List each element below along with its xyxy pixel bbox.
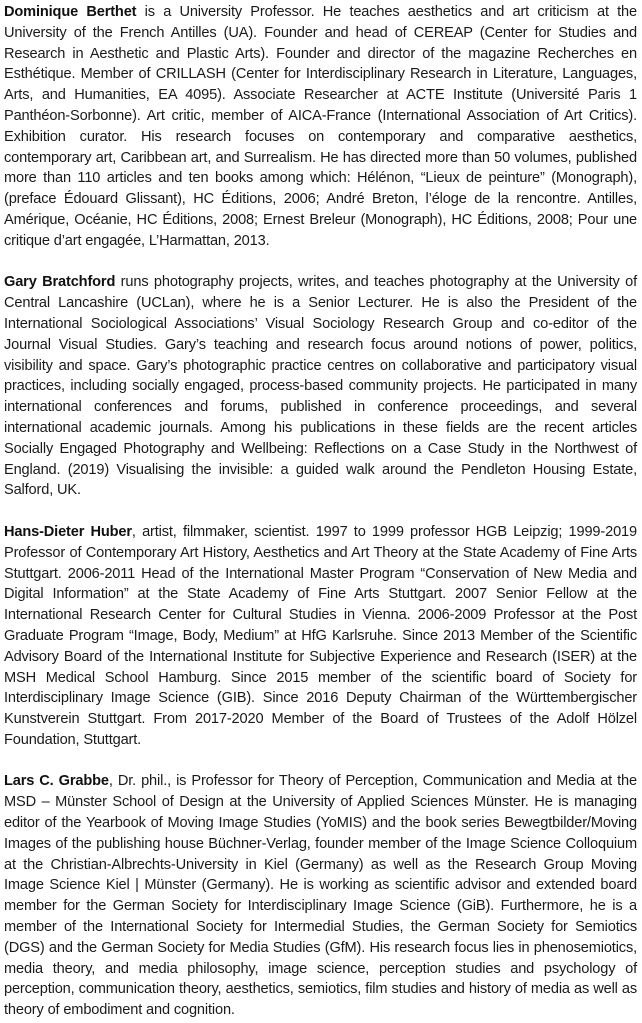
bio-name: Gary Bratchford <box>4 274 116 291</box>
bio-text: runs photography projects, writes, and teaches photography at the University of Central Lancashire (UCLan), where he is a Senior Lecturer. He is also the President of the International Sociological Associations’ Visual Sociology Research Group and co-editor of the Journal Visual Studies. Gary’s teaching and research focus around notions of power, politics, visibility and space. Gary’s photographic practice centres on collaborative and participatory visual practices, including socially engaged, process-based community projects. He participated in many international conferences and forums, published in conference proceedings, and several international academic journals. Among his publications in these fields are the recent articles Socially Engaged Photography and Wellbeing: Reflections on a Case Study in the Northwest of England. (2019) Visualising the invisible: a guided walk around the Pendleton Housing Estate, Salford, UK. <box>4 274 637 499</box>
bio-lars-c-grabbe <box>4 771 637 1021</box>
bio-gary-bratchford <box>4 272 637 501</box>
bio-name: Lars C. Grabbe <box>4 773 109 790</box>
bio-text: is a University Professor. He teaches aesthetics and art criticism at the University of the French Antilles (UA). Founder and head of CEREAP (Center for Studies and Research in Aesthetic and Plastic Arts). Founder and director of the magazine Recherches en Esthétique. Member of CRILLASH (Center for Interdisciplinary Research in Literature, Languages, Arts, and Humanities, EA 4095). Associate Researcher at ACTE Institute (Université Paris 1 Panthéon-Sorbonne). Art critic, member of AICA-France (International Association of Art Critics). Exhibition curator. His research focuses on contemporary and comparative aesthetics, contemporary art, Caribbean art, and Surrealism. He has directed more than 50 volumes, published more than 110 articles and ten books among which: Hélénon, “Lieux de peinture” (Monograph), (preface Édouard Glissant), HC Éditions, 2006; André Breton, l’éloge de la rencontre. Antilles, Amérique, Océanie, HC Éditions, 2008; Ernest Breleur (Monograph), HC Éditions, 2008; Pour une critique d’art engagée, L’Harmattan, 2013. <box>4 4 637 249</box>
bio-name: Hans-Dieter Huber <box>4 523 132 540</box>
bio-text: , Dr. phil., is Professor for Theory of Perception, Communication and Media at the MSD – Münster School of Design at the University of Applied Sciences Münster. He is managing editor of the Yearbook of Moving Image Studies (YoMIS) and the book series Bewegtbilder/Moving Images of the publishing house Büchner-Verlag, founder member of the Image Science Colloquium at the Christian-Albrechts-University in Kiel (Germany) as well as the Research Group Moving Image Science Kiel | Münster (Germany). He is working as scientific advisor and extended board member for the German Society for Interdisciplinary Image Science (GiB). Furthermore, he is a member of the International Society for Intermedial Studies, the German Society for Semiotics (DGS) and the German Society for Media Studies (GfM). His research focus lies in phenosemiotics, media theory, and media philosophy, image science, perception studies and psychology of perception, communication theory, aesthetics, semiotics, film studies and history of media as well as theory of embodiment and cognition. <box>4 773 637 1019</box>
bio-text: , artist, filmmaker, scientist. 1997 to 1999 professor HGB Leipzig; 1999-2019 Professor of Contemporary Art History, Aesthetics and Art Theory at the State Academy of Fine Arts Stuttgart. 2006-2011 Head of the International Master Program “Conservation of New Media and Digital Information” at the State Academy of Fine Arts Stuttgart. 2007 Senior Fellow at the International Research Center for Cultural Studies in Vienna. 2006-2009 Professor at the Post Graduate Program “Image, Body, Medium” at HfG Karlsruhe. Since 2013 Member of the Scientific Advisory Board of the International Institute for Subjective Experience and Research (ISER) at the MSH Medical School Hamburg. Since 2015 member of the scientific board of Society for Interdisciplinary Image Science (GIB). Since 2016 Deputy Chairman of the Württembergischer Kunstverein Stuttgart. From 2017-2020 Member of the Board of Trustees of the Adolf Hölzel Foundation, Stuttgart. <box>4 523 637 748</box>
bio-name: Dominique Berthet <box>4 4 137 20</box>
bio-dominique-berthet <box>4 2 637 252</box>
bio-hans-dieter-huber <box>4 522 637 751</box>
